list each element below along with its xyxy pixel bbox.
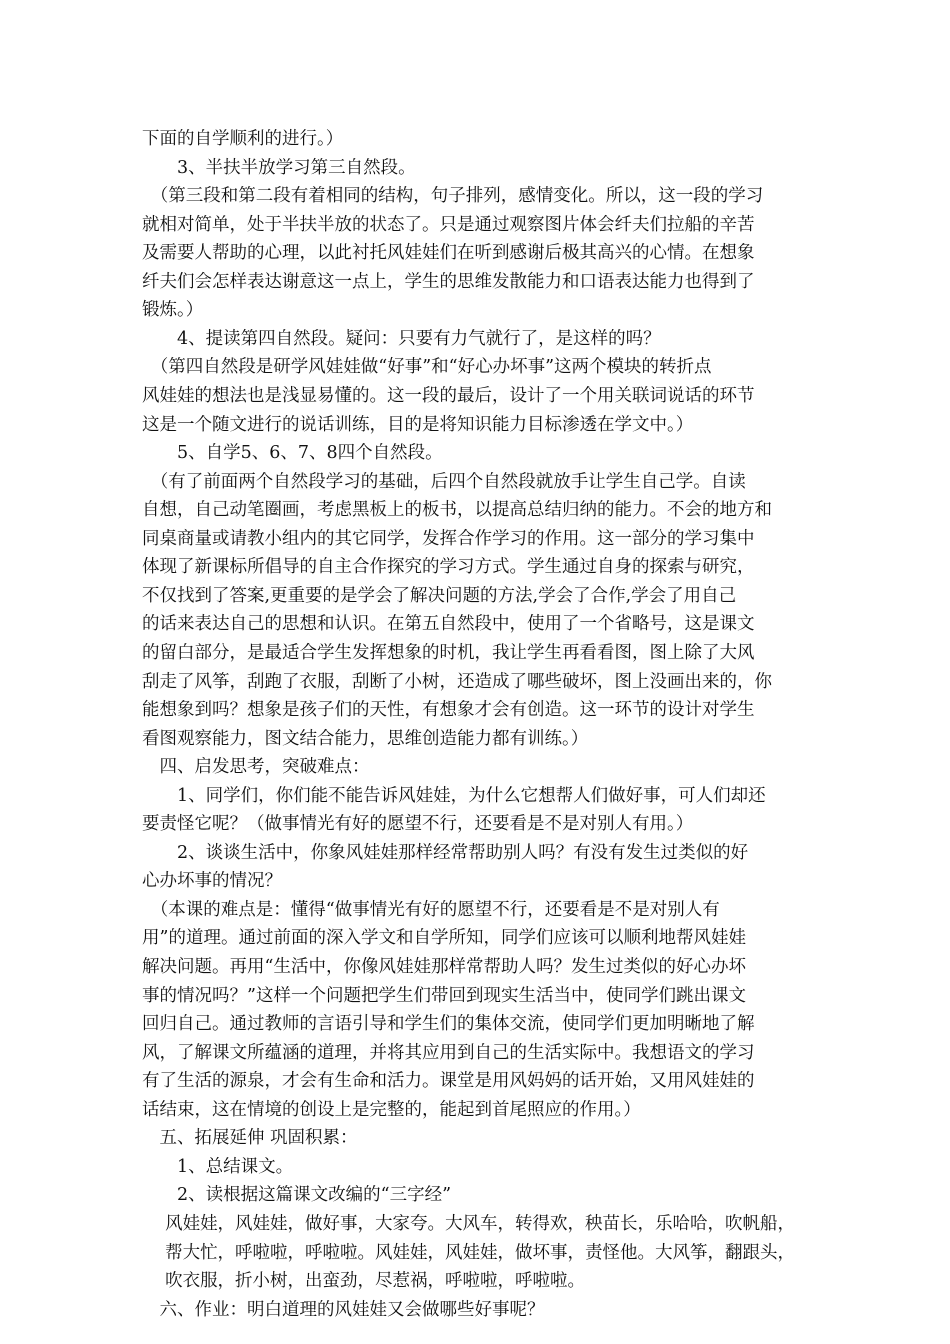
text-line: 用”的道理。通过前面的深入学文和自学所知，同学们应该可以顺利地帮风娃娃 bbox=[142, 928, 746, 949]
text-line: 自想，自己动笔圈画，考虑黑板上的板书，以提高总结归纳的能力。不会的地方和 bbox=[142, 500, 772, 521]
text-line: 话结束，这在情境的创设上是完整的，能起到首尾照应的作用。） bbox=[142, 1099, 641, 1120]
text-line: 六、作业：明白道理的风娃娃又会做哪些好事呢？ bbox=[142, 1299, 545, 1320]
text-line: 风娃娃的想法也是浅显易懂的。这一段的最后，设计了一个用关联词说话的环节 bbox=[142, 385, 755, 406]
text-line: 及需要人帮助的心理，以此衬托风娃娃们在听到感谢后极其高兴的心情。在想象 bbox=[142, 243, 755, 264]
text-line: 下面的自学顺利的进行。） bbox=[142, 129, 344, 149]
text-line: 能想象到吗？想象是孩子们的天性，有想象才会有创造。这一环节的设计对学生 bbox=[142, 700, 755, 720]
text-line: 纤夫们会怎样表达谢意这一点上，学生的思维发散能力和口语表达能力也得到了 bbox=[142, 271, 755, 292]
text-line: （第四自然段是研学风娃娃做“好事”和“好心办坏事”这两个模块的转折点 bbox=[142, 357, 712, 378]
text-line: 解决问题。再用“生活中，你像风娃娃那样常帮助人吗？发生过类似的好心办坏 bbox=[142, 957, 746, 977]
text-line: 事的情况吗？”这样一个问题把学生们带回到现实生活当中，使同学们跳出课文 bbox=[142, 985, 746, 1006]
text-line: 锻炼。） bbox=[142, 300, 204, 321]
text-line: 心办坏事的情况？ bbox=[142, 871, 282, 892]
text-line: 1、总结课文。 bbox=[142, 1156, 294, 1177]
text-line: 2、读根据这篇课文改编的“三字经” bbox=[142, 1185, 452, 1206]
text-line: 2、谈谈生活中，你象风娃娃那样经常帮助别人吗？有没有发生过类似的好 bbox=[142, 842, 749, 863]
text-line: 3、半扶半放学习第三自然段。 bbox=[142, 157, 416, 178]
text-line: 就相对简单，处于半扶半放的状态了。只是通过观察图片体会纤夫们拉船的辛苦 bbox=[142, 214, 755, 235]
text-line: （有了前面两个自然段学习的基础，后四个自然段就放手让学生自己学。自读 bbox=[142, 471, 746, 492]
text-line: 1、同学们，你们能不能告诉风娃娃，为什么它想帮人们做好事，可人们却还 bbox=[142, 785, 766, 806]
text-line: 的话来表达自己的思想和认识。在第五自然段中，使用了一个省略号，这是课文 bbox=[142, 614, 755, 635]
text-line: 要责怪它呢？（做事情光有好的愿望不行，还要看是不是对别人有用。） bbox=[142, 814, 694, 835]
text-line: 吹衣服，折小树，出蛮劲，尽惹祸，呼啦啦，呼啦啦。 bbox=[142, 1271, 586, 1291]
text-line: 体现了新课标所倡导的自主合作探究的学习方式。学生通过自身的探索与研究， bbox=[142, 557, 755, 578]
text-line: 4、提读第四自然段。疑问：只要有力气就行了，是这样的吗？ bbox=[142, 328, 661, 349]
text-line: 有了生活的源泉，才会有生命和活力。课堂是用风妈妈的话开始，又用风娃娃的 bbox=[142, 1071, 755, 1092]
text-line: 回归自己。通过教师的言语引导和学生们的集体交流，使同学们更加明晰地了解 bbox=[142, 1014, 755, 1035]
text-line: 不仅找到了答案,更重要的是学会了解决问题的方法,学会了合作,学会了用自己 bbox=[142, 585, 737, 606]
text-line: 四、启发思考，突破难点： bbox=[142, 757, 370, 778]
text-line: 这是一个随文进行的说话训练，目的是将知识能力目标渗透在学文中。） bbox=[142, 414, 694, 435]
text-line: 五、拓展延伸 巩固积累： bbox=[142, 1128, 358, 1149]
text-line: 同桌商量或请教小组内的其它同学，发挥合作学习的作用。这一部分的学习集中 bbox=[142, 528, 755, 549]
text-line: 5、自学5、6、7、8四个自然段。 bbox=[142, 443, 443, 464]
text-line: 看图观察能力，图文结合能力，思维创造能力都有训练。） bbox=[142, 728, 589, 749]
text-line: （本课的难点是：懂得“做事情光有好的愿望不行，还要看是不是对别人有 bbox=[142, 899, 720, 920]
text-line: 的留白部分，是最适合学生发挥想象的时机，我让学生再看看图，图上除了大风 bbox=[142, 642, 755, 663]
text-line: 风，了解课文所蕴涵的道理，并将其应用到自己的生活实际中。我想语文的学习 bbox=[142, 1042, 755, 1063]
text-line: 帮大忙，呼啦啦，呼啦啦。风娃娃，风娃娃，做坏事，责怪他。大风筝，翻跟头， bbox=[142, 1242, 796, 1263]
text-line: 风娃娃，风娃娃，做好事，大家夸。大风车，转得欢，秧苗长，乐哈哈，吹帆船， bbox=[142, 1213, 796, 1234]
text-line: 刮走了风筝，刮跑了衣服，刮断了小树，还造成了哪些破坏，图上没画出来的，你 bbox=[142, 671, 772, 692]
text-line: （第三段和第二段有着相同的结构，句子排列，感情变化。所以，这一段的学习 bbox=[142, 186, 764, 207]
